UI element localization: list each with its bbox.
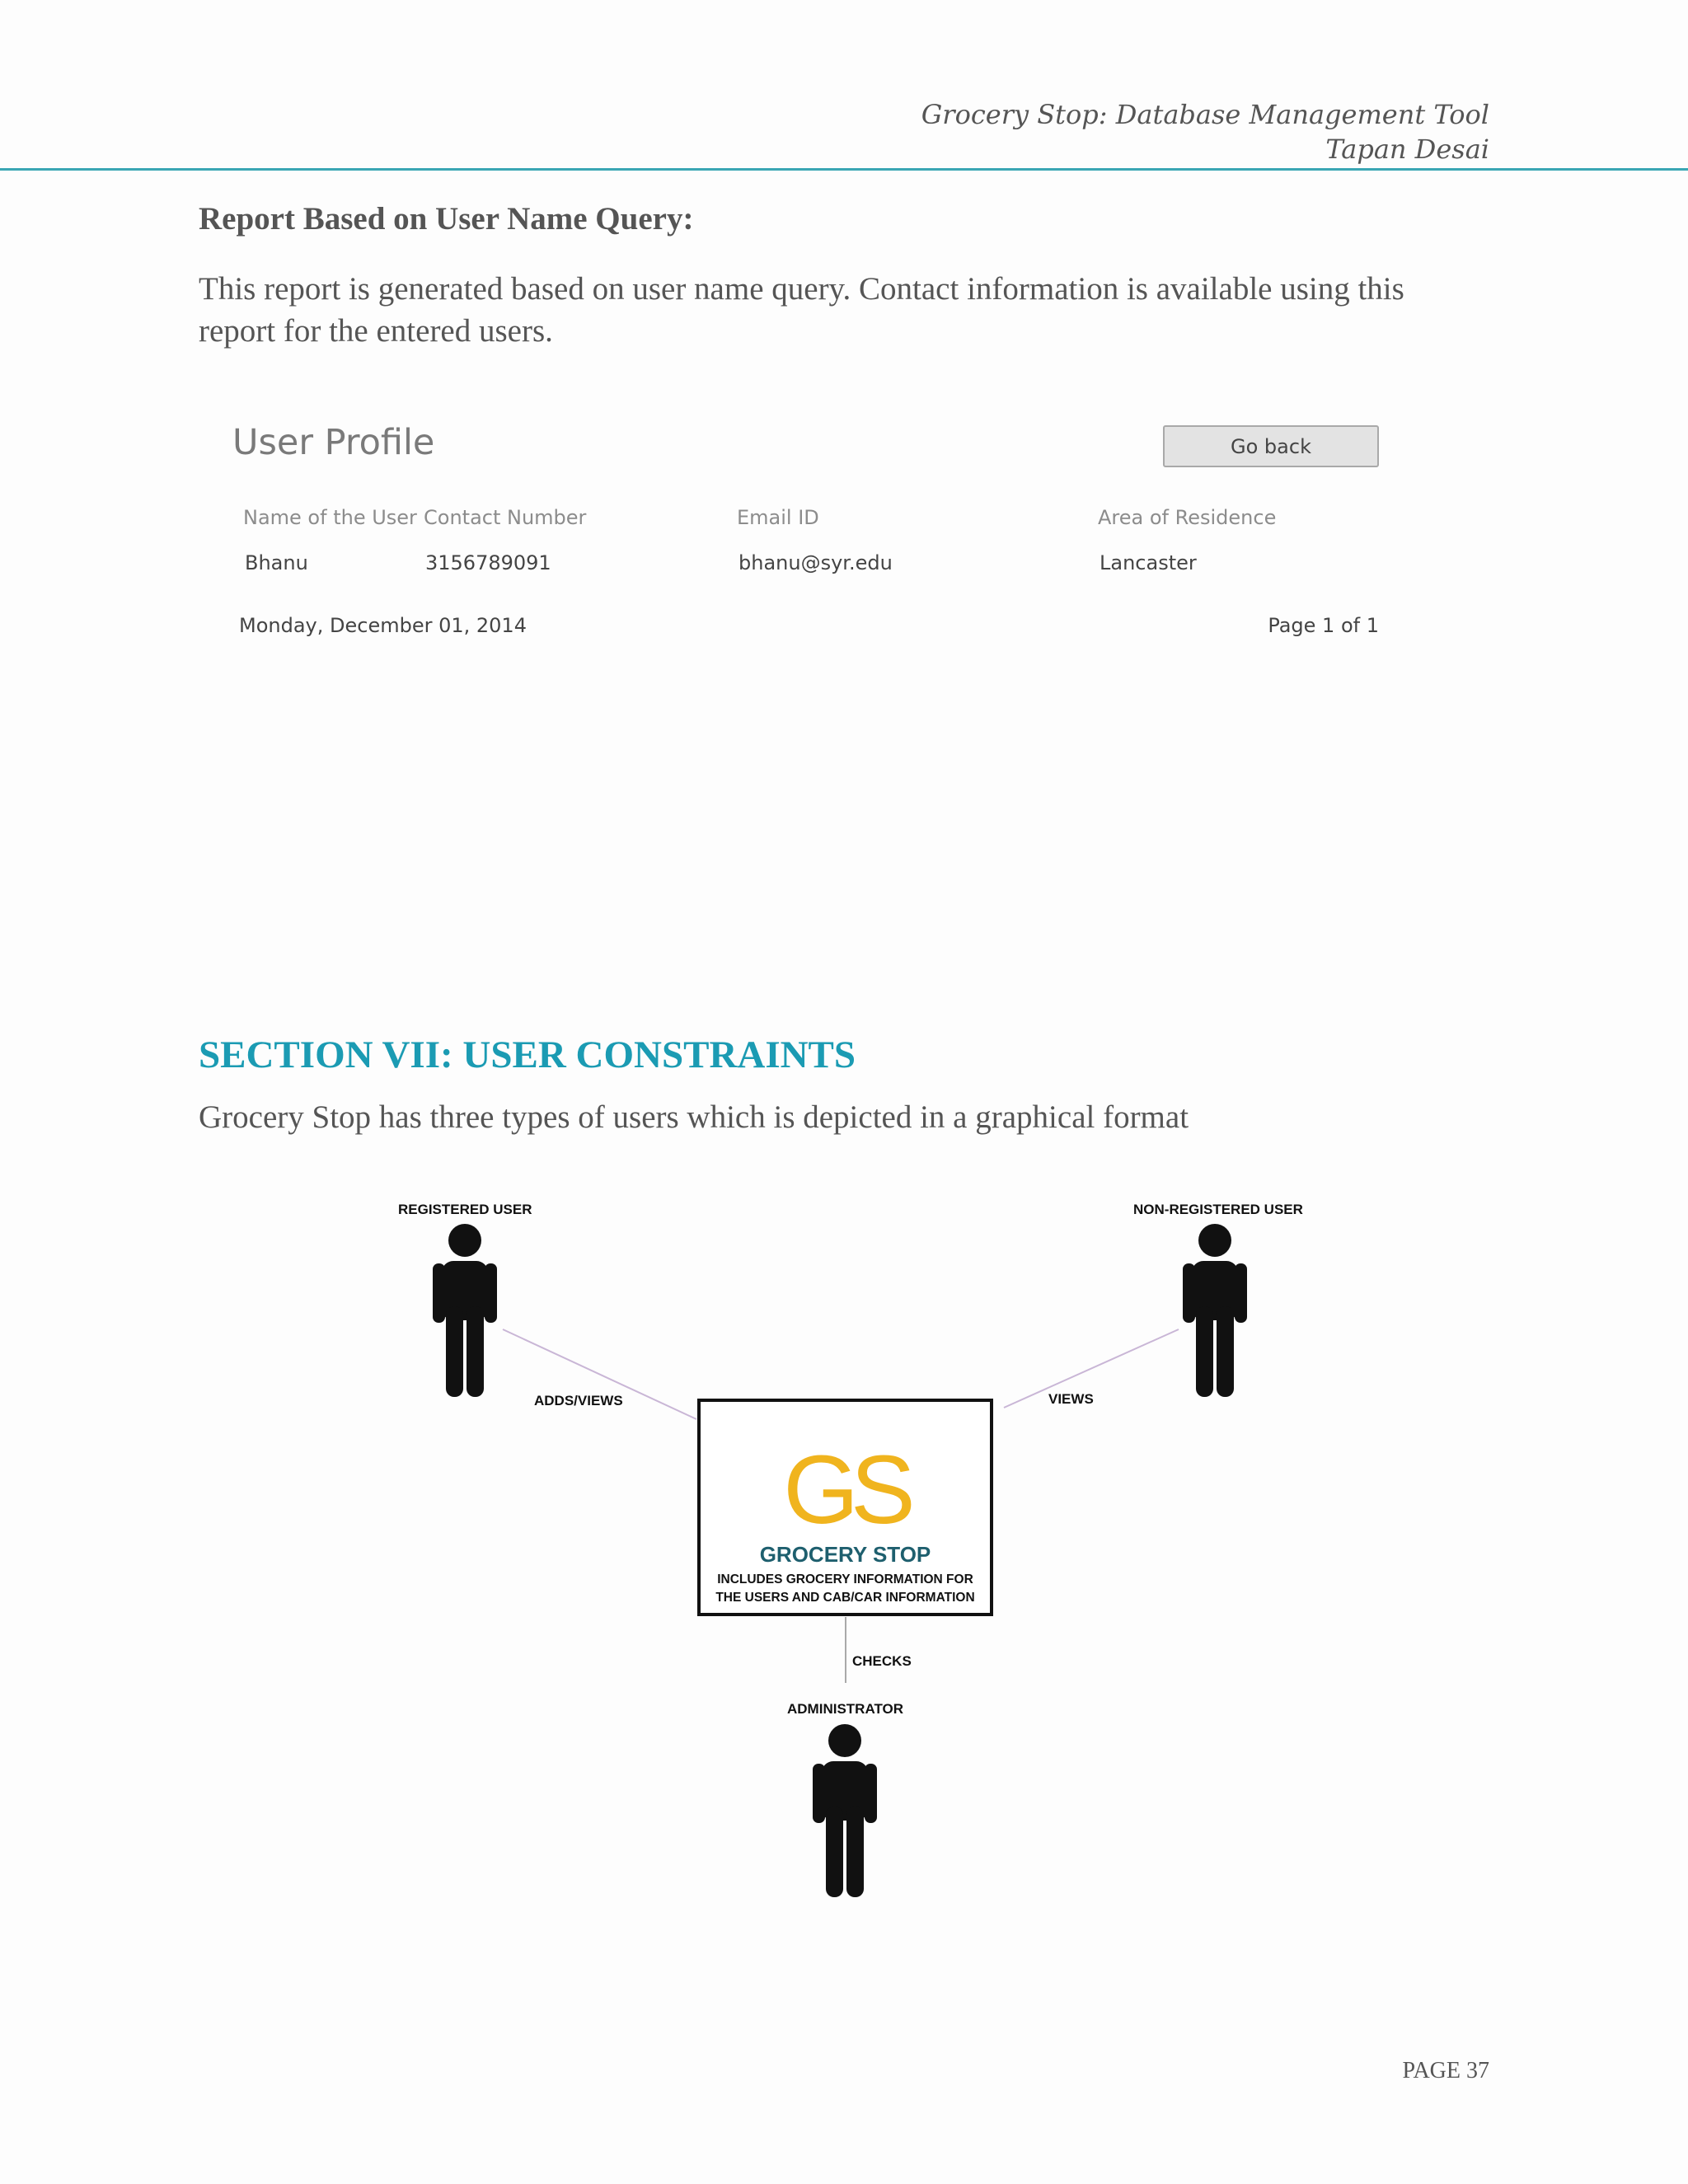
cell-area: Lancaster bbox=[1100, 551, 1197, 574]
document-title-header: Grocery Stop: Database Management Tool bbox=[921, 99, 1489, 130]
column-header-contact: Contact Number bbox=[424, 506, 587, 529]
edge-label-administrator: CHECKS bbox=[852, 1653, 912, 1669]
report-date: Monday, December 01, 2014 bbox=[239, 614, 527, 637]
report-title: User Profile bbox=[232, 422, 435, 463]
registered-user-person-icon bbox=[432, 1224, 498, 1397]
administrator-person-icon bbox=[812, 1724, 878, 1897]
column-header-name: Name of the User bbox=[243, 506, 417, 529]
actor-label-administrator: ADMINISTRATOR bbox=[787, 1701, 904, 1717]
section-description: Grocery Stop has three types of users which is depicted in a graphical format bbox=[199, 1099, 1189, 1135]
actor-label-registered: REGISTERED USER bbox=[398, 1202, 532, 1217]
system-name: GROCERY STOP bbox=[759, 1542, 931, 1567]
column-header-email: Email ID bbox=[737, 506, 819, 529]
page-number: PAGE 37 bbox=[1402, 2058, 1489, 2083]
edge-label-non-registered: VIEWS bbox=[1048, 1391, 1094, 1407]
grocery-stop-system-box bbox=[697, 1399, 993, 1616]
report-description: This report is generated based on user name query. Contact information is available using this report for the entered users. bbox=[199, 271, 1404, 349]
system-description-line-1: INCLUDES GROCERY INFORMATION FOR bbox=[717, 1572, 973, 1586]
system-description bbox=[701, 1571, 990, 1607]
cell-email: bhanu@syr.edu bbox=[738, 551, 893, 574]
cell-contact-number: 3156789091 bbox=[425, 551, 551, 574]
grocery-stop-logo: GS bbox=[783, 1436, 907, 1544]
non-registered-user-person-icon bbox=[1182, 1224, 1248, 1397]
report-page-count: Page 1 of 1 bbox=[1268, 614, 1379, 637]
section-heading: SECTION VII: USER CONSTRAINTS bbox=[199, 1033, 856, 1076]
document-author-header: Tapan Desai bbox=[1325, 134, 1489, 165]
column-header-area: Area of Residence bbox=[1098, 506, 1277, 529]
actor-label-non-registered: NON-REGISTERED USER bbox=[1133, 1202, 1303, 1217]
cell-user-name: Bhanu bbox=[245, 551, 308, 574]
edge-label-registered: ADDS/VIEWS bbox=[534, 1393, 623, 1408]
system-description-line-2: THE USERS AND CAB/CAR INFORMATION bbox=[715, 1591, 975, 1605]
go-back-button[interactable]: Go back bbox=[1163, 425, 1379, 467]
report-heading: Report Based on User Name Query: bbox=[199, 201, 694, 237]
